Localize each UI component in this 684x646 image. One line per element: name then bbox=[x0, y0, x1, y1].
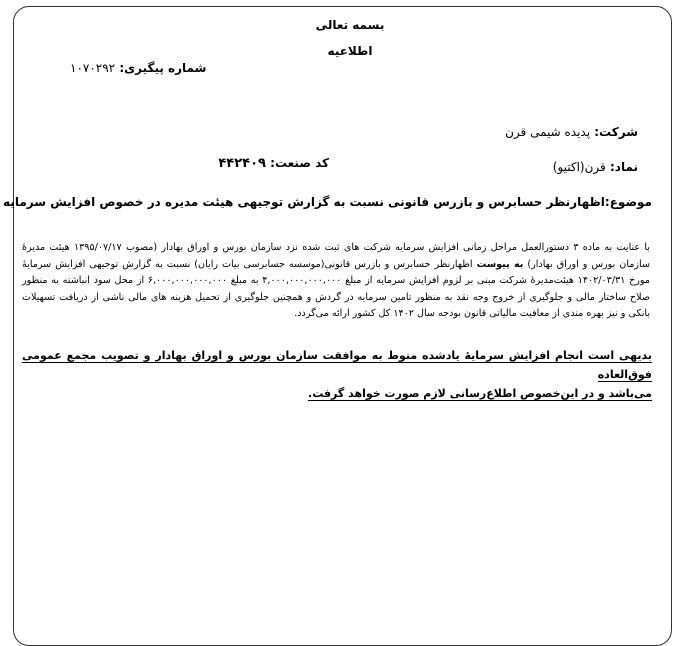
subject-field bbox=[3, 195, 652, 209]
symbol-label: نماد: bbox=[609, 160, 638, 174]
symbol-value: قرن(اکتیو) bbox=[552, 160, 606, 174]
attachment-link-text: به پیوست bbox=[476, 258, 524, 270]
tracking-value: ۱۰۷۰۲۹۲ bbox=[70, 61, 116, 75]
emphasis-note bbox=[22, 346, 652, 403]
notice-body bbox=[22, 240, 650, 323]
industry-code-field bbox=[218, 156, 329, 171]
company-field bbox=[505, 125, 638, 139]
page-title: اطلاعیه bbox=[327, 44, 373, 58]
emphasis-line1: بدیهی است انجام افزایش سرمایهٔ یادشده منوط به موافقت سازمان بورس و اوراق بهادار و تصویب مجمع عمومی فوق‌العاده bbox=[22, 349, 652, 381]
industry-code-value: ۴۴۲۴۰۹ bbox=[218, 156, 266, 171]
emphasis-line2: می‌باشد و در این‌خصوص اطلاع‌رسانی لازم صورت خواهد گرفت. bbox=[308, 387, 652, 400]
basmala: بسمه تعالی bbox=[315, 18, 385, 32]
subject-label: موضوع: bbox=[604, 195, 652, 209]
symbol-field bbox=[553, 160, 638, 174]
notice-frame bbox=[13, 6, 672, 646]
company-label: شرکت: bbox=[594, 125, 638, 139]
industry-code-label: کد صنعت: bbox=[270, 156, 329, 170]
company-value: پدیده شیمی قرن bbox=[505, 125, 591, 139]
body-part2: اظهارنظر حسابرس و بازرس قانونی(موسسه حسابرسی بیات رایان) نسبت به گزارش توجیهی افزایش سرمایهٔ مورخ ۱۴۰۲/۰۳/۳۱ هیئت‌مدیرهٔ شرکت مبنی بر لزوم افزایش سرمایه از مبلغ ۴,۰۰۰,۰۰۰,۰۰۰,۰۰۰ به مبلغ ۶,۰۰۰,۰۰۰,۰۰۰,۰۰۰ از محل سود انباشته به منظور صلاح ساختار مالی و جلوگیری از خروج وجه نقد به منظور تامین سرمایه در گردش و همچنین جلوگیری از تحمیل هزینه های مالی ناشی از دریافت تسهیلات بانکی و نیز بهره مندی از معافیت مالیاتی قانون بودجه سال ۱۴۰۲ کل کشور ارائه می‌گردد. bbox=[22, 258, 650, 319]
tracking-number bbox=[70, 61, 206, 75]
tracking-label: شماره پیگیری: bbox=[119, 61, 207, 75]
subject-value: اظهارنظر حسابرس و بازرس قانونی نسبت به گزارش توجیهی هیئت مدیره در خصوص افزایش سرمایه bbox=[3, 195, 605, 209]
body-part1: با عنایت به ماده ۳ دستورالعمل مراحل زمانی افزایش سرمایه شرکت های ثبت شده نزد سازمان بورس و اوراق بهادار (مصوب ۱۳۹۵/۰۷/۱۷ هیئت مدیرهٔ سازمان بورس و اوراق بهادار) bbox=[22, 242, 650, 270]
